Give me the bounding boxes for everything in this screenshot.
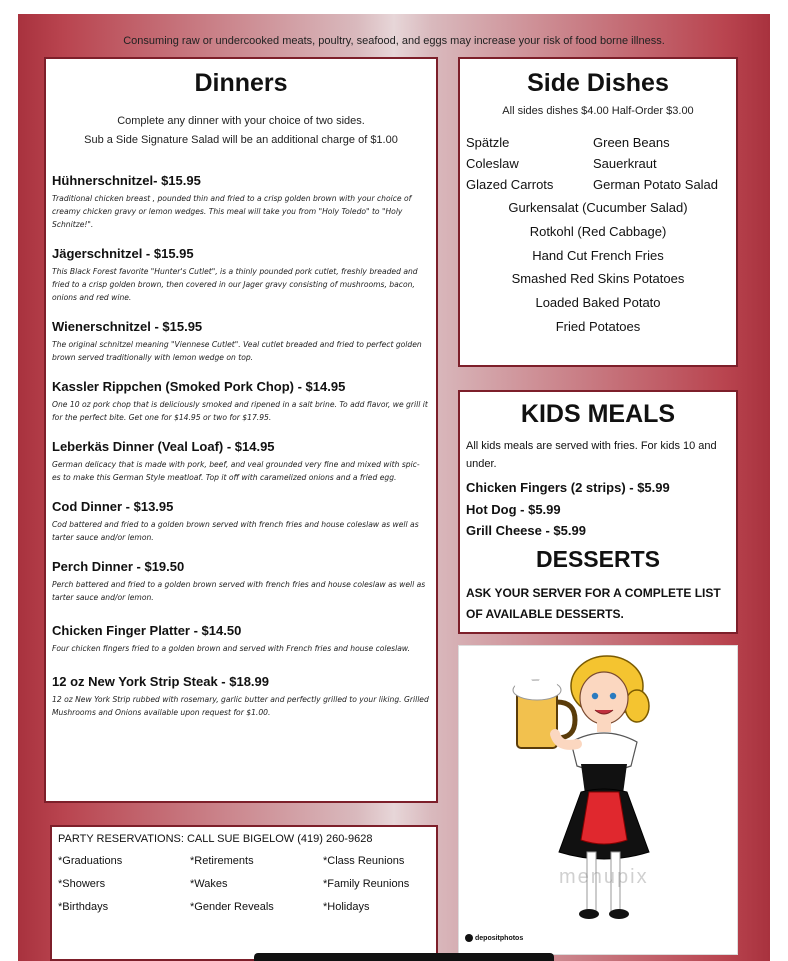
dinner-item [46, 498, 436, 544]
party-event-item: *Holidays [323, 901, 370, 913]
party-event-item: *Gender Reveals [190, 901, 274, 913]
side-dishes-grid [460, 135, 736, 192]
side-dish-item: Spätzle [466, 135, 510, 150]
party-reservations-panel [50, 825, 438, 961]
dinner-item-name: Jägerschnitzel - $15.95 [52, 246, 194, 261]
waitress-illustration-panel [458, 645, 738, 955]
kids-meal-item: Chicken Fingers (2 strips) - $5.99 [466, 480, 670, 495]
dinner-item-name: Hühnerschnitzel- $15.95 [52, 173, 201, 188]
dinner-item-name: Leberkäs Dinner (Veal Loaf) - $14.95 [52, 439, 275, 454]
dinner-item-name: Wienerschnitzel - $15.95 [52, 319, 203, 334]
dinner-item [46, 378, 436, 424]
party-event-item: *Graduations [58, 855, 123, 867]
dinner-item-name: Perch Dinner - $19.50 [52, 559, 185, 574]
party-event-item: *Retirements [190, 855, 254, 867]
desserts-note: ASK YOUR SERVER FOR A COMPLETE LIST OF AVAILABLE DESSERTS. [466, 585, 721, 621]
dinner-item-description: Traditional chicken breast , pounded thin and fried to a crisp golden brown with your choice of creamy chicken gravy or lemon wedges. This meal will take you from "Holy Toledo" to "Holy Schnitze!". [52, 194, 412, 229]
dinner-item [46, 245, 436, 304]
dinner-item-description: Four chicken fingers fried to a golden brown and served with French fries and house coleslaw. [52, 644, 411, 653]
side-dish-item: Glazed Carrots [466, 177, 554, 192]
side-dish-item: Hand Cut French Fries [532, 247, 664, 263]
side-dish-item: Smashed Red Skins Potatoes [511, 271, 685, 287]
kids-meal-item: Hot Dog - $5.99 [466, 501, 561, 517]
dinner-item-description: German delicacy that is made with pork, beef, and veal grounded very fine and mixed with spic- es to make this German Style meatloaf. Top it off with caramelized onions and a fried egg. [52, 460, 420, 482]
party-reservations-header: PARTY RESERVATIONS: CALL SUE BIGELOW (419) 260-9628 [58, 833, 373, 845]
side-dishes-panel [458, 57, 738, 367]
dinner-item [46, 673, 436, 719]
side-dishes-pricing: All sides dishes $4.00 Half-Order $3.00 [502, 105, 694, 117]
bottom-scroll-bar [254, 953, 554, 961]
side-dish-item: Coleslaw [466, 156, 519, 171]
dinners-note-salad: Sub a Side Signature Salad will be an additional charge of $1.00 [84, 134, 398, 146]
dinners-title: Dinners [194, 69, 288, 97]
party-event-item: *Birthdays [58, 901, 109, 913]
side-dish-item: Loaded Baked Potato [535, 295, 661, 311]
side-dishes-title: Side Dishes [527, 69, 669, 97]
dinner-item-name: Chicken Finger Platter - $14.50 [52, 623, 242, 638]
dinners-panel [44, 57, 438, 803]
dinner-item [46, 438, 436, 484]
dinner-item-description: One 10 oz pork chop that is deliciously smoked and ripened in a salt brine. To add flavor, we grill it for the perfect bite. Get one for $14.95 or two for $17.95. [52, 400, 428, 422]
dinner-item-description: 12 oz New York Strip rubbed with rosemary, garlic butter and perfectly grilled to your liking. Grilled Mushrooms and Onions available upon request for $1.00. [52, 695, 429, 717]
dinner-item-name: Kassler Rippchen (Smoked Pork Chop) - $14.95 [52, 379, 346, 394]
party-event-item: *Showers [58, 878, 106, 890]
dinner-item-description: Cod battered and fried to a golden brown served with french fries and house coleslaw as well as tarter sauce and/or lemon. [52, 520, 419, 542]
desserts-title: DESSERTS [536, 545, 660, 572]
dinner-item [46, 172, 436, 231]
party-event-item: *Family Reunions [323, 878, 410, 890]
camera-icon [465, 934, 473, 942]
depositphotos-logo: depositphotos [465, 934, 523, 942]
side-dish-item: Sauerkraut [593, 156, 657, 171]
kids-desserts-panel [458, 390, 738, 634]
party-event-item: *Class Reunions [323, 855, 405, 867]
dinner-item-description: Perch battered and fried to a golden brown served with french fries and house coleslaw as well as tarter sauce and/or lemon. [52, 580, 426, 602]
waitress-with-beer-illustration [459, 646, 737, 954]
menupix-watermark: menupix [559, 866, 649, 888]
dinner-item-description: This Black Forest favorite "Hunter's Cutlet", is a thinly pounded pork cutlet, freshly breaded and fried to a crisp golden brown, then covered in our Jager gravy consisting of mushrooms, bacon, onions and red wine. [52, 267, 418, 302]
side-dish-item: Fried Potatoes [555, 318, 641, 334]
dinner-item [46, 558, 436, 604]
kids-meals-title: KIDS MEALS [520, 400, 676, 428]
party-events-grid [52, 845, 436, 913]
dinner-item-name: 12 oz New York Strip Steak - $18.99 [52, 674, 270, 689]
side-dish-item: Rotkohl (Red Cabbage) [529, 223, 667, 239]
dinner-item [46, 318, 436, 364]
side-dish-item: Gurkensalat (Cucumber Salad) [508, 200, 688, 215]
food-safety-warning: Consuming raw or undercooked meats, poultry, seafood, and eggs may increase your risk of food borne illness. [123, 35, 665, 47]
dinner-item-description: The original schnitzel meaning "Viennese Cutlet". Veal cutlet breaded and fried to perfect golden brown served traditionally with lemon wedge on top. [52, 340, 422, 362]
side-dishes-list [460, 196, 736, 339]
dinner-item [46, 622, 436, 655]
kids-meals-note: All kids meals are served with fries. For kids 10 and under. [466, 440, 717, 470]
side-dish-item: German Potato Salad [593, 177, 719, 192]
kids-meal-item: Grill Cheese - $5.99 [466, 523, 586, 538]
dinners-note-sides: Complete any dinner with your choice of two sides. [117, 115, 365, 127]
dinner-item-name: Cod Dinner - $13.95 [52, 499, 174, 514]
side-dish-item: Green Beans [593, 135, 670, 150]
party-event-item: *Wakes [190, 878, 228, 890]
